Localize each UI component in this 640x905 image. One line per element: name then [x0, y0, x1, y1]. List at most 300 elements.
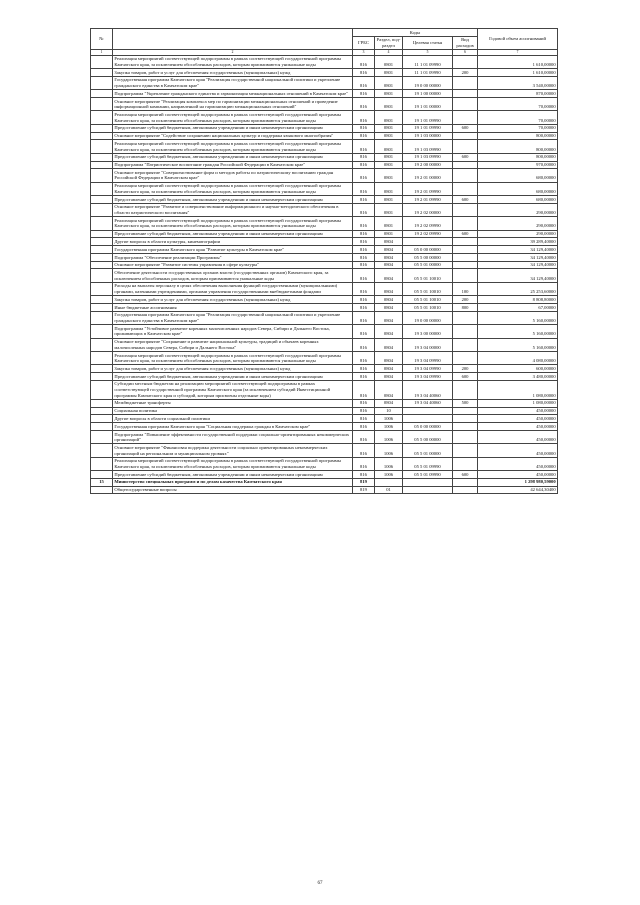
table-row: [91, 203, 558, 216]
row-grbs: 816: [353, 76, 375, 89]
row-section: [375, 478, 403, 486]
row-name: Основное мероприятие "Реализация комплекса мер по гармонизации межнациональных отношений и проведение информационной кампании, направленной на гармонизацию межнациональных отношений": [113, 98, 353, 111]
row-exptype: [453, 140, 478, 153]
row-target: 19 3 04 09990: [403, 365, 453, 373]
row-amount: 4 080,00000: [478, 351, 558, 364]
row-amount: 290,00000: [478, 203, 558, 216]
row-grbs: 816: [353, 338, 375, 351]
row-amount: 1 080,00000: [478, 399, 558, 407]
row-amount: 870,00000: [478, 90, 558, 98]
row-amount: 800,00000: [478, 153, 558, 161]
header-num: №: [91, 29, 113, 50]
row-section: 0804: [375, 365, 403, 373]
row-name: Государственная программа Камчатского края "Развитие культуры в Камчатском крае": [113, 246, 353, 254]
row-number: [91, 311, 113, 324]
row-section: 0801: [375, 230, 403, 238]
row-amount: 5 160,00000: [478, 311, 558, 324]
row-section: 0804: [375, 269, 403, 282]
row-number: [91, 261, 113, 269]
row-name: Подпрограмма "Патриотическое воспитание граждан Российской Федерации в Камчатском крае": [113, 161, 353, 169]
row-section: 0801: [375, 161, 403, 169]
row-number: [91, 407, 113, 415]
row-grbs: 816: [353, 55, 375, 68]
row-exptype: 800: [453, 304, 478, 312]
row-amount: 450,00000: [478, 423, 558, 431]
row-number: [91, 196, 113, 204]
table-row: [91, 238, 558, 246]
row-name: Расходы на выплаты персоналу в целях обеспечения выполнения функций государственными (муниципальными) органами, казенными учреждениями, органами управления государственными внебюджетными фондами: [113, 282, 353, 295]
row-grbs: 816: [353, 311, 375, 324]
row-target: 05 5 00 00000: [403, 430, 453, 443]
row-grbs: 816: [353, 415, 375, 423]
row-section: 0804: [375, 296, 403, 304]
row-section: 10: [375, 407, 403, 415]
row-grbs: 816: [353, 217, 375, 230]
row-name: Предоставление субсидий бюджетным, автономным учреждениям и иным некоммерческим организациям: [113, 230, 353, 238]
row-target: 11 1 01 09990: [403, 69, 453, 77]
table-row: [91, 423, 558, 431]
row-target: 19 2 02 00000: [403, 203, 453, 216]
row-number: [91, 69, 113, 77]
table-row: [91, 304, 558, 312]
table-row: [91, 486, 558, 494]
row-amount: 34 129,40000: [478, 269, 558, 282]
row-grbs: 816: [353, 471, 375, 479]
row-exptype: [453, 444, 478, 457]
row-name: Закупка товаров, работ и услуг для обеспечения государственных (муниципальных) нужд: [113, 296, 353, 304]
row-section: 0804: [375, 282, 403, 295]
table-row: [91, 380, 558, 399]
row-amount: 290,00000: [478, 230, 558, 238]
row-number: [91, 98, 113, 111]
table-row: [91, 373, 558, 381]
row-amount: 5 160,00000: [478, 325, 558, 338]
table-row: [91, 325, 558, 338]
row-section: 0801: [375, 132, 403, 140]
table-row: [91, 253, 558, 261]
row-section: 1006: [375, 444, 403, 457]
row-target: 19 2 01 00000: [403, 169, 453, 182]
row-number: [91, 304, 113, 312]
row-section: 0804: [375, 338, 403, 351]
row-name: Подпрограмма "Устойчивое развитие коренных малочисленных народов Севера, Сибири и Дальнего Востока, проживающих в Камчатском крае": [113, 325, 353, 338]
row-number: [91, 415, 113, 423]
row-section: 1006: [375, 457, 403, 470]
table-row: [91, 261, 558, 269]
row-grbs: 816: [353, 457, 375, 470]
row-grbs: 816: [353, 90, 375, 98]
table-row: [91, 407, 558, 415]
row-section: 0804: [375, 246, 403, 254]
row-number: [91, 457, 113, 470]
row-grbs: 816: [353, 69, 375, 77]
row-target: 19 2 02 09990: [403, 230, 453, 238]
table-row: [91, 246, 558, 254]
table-row: [91, 169, 558, 182]
row-grbs: 816: [353, 196, 375, 204]
row-section: 1006: [375, 415, 403, 423]
row-number: [91, 169, 113, 182]
row-grbs: 816: [353, 380, 375, 399]
row-number: [91, 380, 113, 399]
row-number: [91, 230, 113, 238]
row-exptype: [453, 457, 478, 470]
row-section: 0801: [375, 140, 403, 153]
row-amount: 680,00000: [478, 196, 558, 204]
row-exptype: 600: [453, 196, 478, 204]
row-exptype: [453, 111, 478, 124]
row-section: 1006: [375, 430, 403, 443]
row-amount: 8 808,80000: [478, 296, 558, 304]
row-exptype: [453, 351, 478, 364]
row-exptype: [453, 261, 478, 269]
row-exptype: 600: [453, 230, 478, 238]
table-row: [91, 76, 558, 89]
row-amount: 1 610,00000: [478, 55, 558, 68]
row-target: [403, 478, 453, 486]
row-section: 0801: [375, 98, 403, 111]
row-name: Закупка товаров, работ и услуг для обеспечения государственных (муниципальных) нужд: [113, 365, 353, 373]
row-grbs: 816: [353, 399, 375, 407]
row-grbs: 816: [353, 98, 375, 111]
row-grbs: 816: [353, 282, 375, 295]
row-name: Межбюджетные трансферты: [113, 399, 353, 407]
row-exptype: 600: [453, 373, 478, 381]
row-name: Основное мероприятие "Финансовая поддержка деятельности социально ориентированных некоммерческих организаций на региональном и муниципальном уровнях": [113, 444, 353, 457]
row-amount: 3 480,00000: [478, 373, 558, 381]
row-exptype: [453, 169, 478, 182]
table-row: [91, 124, 558, 132]
row-target: 19 1 01 00000: [403, 98, 453, 111]
row-exptype: [453, 486, 478, 494]
row-amount: 70,00000: [478, 98, 558, 111]
row-name: Подпрограмма "Обеспечение реализации Программы": [113, 253, 353, 261]
row-number: [91, 140, 113, 153]
row-number: [91, 246, 113, 254]
row-number: [91, 90, 113, 98]
table-row: [91, 478, 558, 486]
row-target: [403, 415, 453, 423]
row-amount: 800,00000: [478, 140, 558, 153]
column-index: 2: [113, 50, 353, 56]
row-target: 19 1 03 09990: [403, 140, 453, 153]
row-grbs: 816: [353, 423, 375, 431]
row-name: Государственная программа Камчатского края "Реализация государственной национальной политики и укрепление гражданского единства в Камчатском крае": [113, 76, 353, 89]
row-name: Предоставление субсидий бюджетным, автономным учреждениям и иным некоммерческим организациям: [113, 471, 353, 479]
row-name: Предоставление субсидий бюджетным, автономным учреждениям и иным некоммерческим организациям: [113, 196, 353, 204]
row-name: Общегосударственные вопросы: [113, 486, 353, 494]
row-number: [91, 253, 113, 261]
row-target: 05 5 01 10010: [403, 304, 453, 312]
column-index: 1: [91, 50, 113, 56]
header-section: Раздел, под-раздел: [375, 36, 403, 49]
row-target: 19 2 02 09990: [403, 217, 453, 230]
row-name: Предоставление субсидий бюджетным, автономным учреждениям и иным некоммерческим организациям: [113, 153, 353, 161]
row-target: 19 2 01 09990: [403, 182, 453, 195]
row-target: [403, 407, 453, 415]
row-section: 0804: [375, 238, 403, 246]
row-number: [91, 399, 113, 407]
row-target: 19 1 00 00000: [403, 90, 453, 98]
row-number: [91, 55, 113, 68]
row-target: 19 3 04 09990: [403, 351, 453, 364]
row-exptype: 200: [453, 365, 478, 373]
row-target: 19 3 04 09990: [403, 373, 453, 381]
row-target: 05 5 01 00000: [403, 261, 453, 269]
row-section: 0804: [375, 311, 403, 324]
row-exptype: [453, 98, 478, 111]
table-row: [91, 161, 558, 169]
row-amount: 34 129,40000: [478, 261, 558, 269]
row-name: Реализация мероприятий соответствующей подпрограммы в рамках соответствующей государственной программы Камчатского края, за исключением обособленных расходов, которым присваиваются уникальные коды: [113, 140, 353, 153]
row-number: [91, 132, 113, 140]
row-section: 0801: [375, 169, 403, 182]
row-section: 0804: [375, 351, 403, 364]
row-name: Основное мероприятие "Содействие сохранению национальных культур и поддержка языкового многообразия": [113, 132, 353, 140]
row-amount: 42 644,30400: [478, 486, 558, 494]
row-grbs: 816: [353, 444, 375, 457]
row-grbs: 816: [353, 230, 375, 238]
row-target: 19 3 04 00000: [403, 338, 453, 351]
row-target: 19 1 03 09990: [403, 153, 453, 161]
row-name: Реализация мероприятий соответствующей подпрограммы в рамках соответствующей государственной программы Камчатского края, за исключением обособленных расходов, которым присваиваются уникальные коды: [113, 457, 353, 470]
row-section: 0804: [375, 399, 403, 407]
row-section: 01: [375, 486, 403, 494]
row-number: [91, 76, 113, 89]
table-row: [91, 217, 558, 230]
row-number: [91, 203, 113, 216]
header-codes: Коды: [353, 29, 478, 37]
row-grbs: 816: [353, 373, 375, 381]
row-section: 1006: [375, 423, 403, 431]
row-grbs: 819: [353, 486, 375, 494]
row-number: [91, 111, 113, 124]
row-number: 15: [91, 478, 113, 486]
row-amount: 680,00000: [478, 169, 558, 182]
row-section: 0801: [375, 124, 403, 132]
row-number: [91, 486, 113, 494]
row-section: 0804: [375, 253, 403, 261]
row-target: 19 0 00 00000: [403, 76, 453, 89]
row-grbs: 816: [353, 169, 375, 182]
budget-table: [90, 28, 558, 494]
table-row: [91, 338, 558, 351]
table-row: [91, 351, 558, 364]
table-row: [91, 90, 558, 98]
row-section: 0801: [375, 90, 403, 98]
row-number: [91, 444, 113, 457]
table-row: [91, 182, 558, 195]
row-number: [91, 217, 113, 230]
table-row: [91, 269, 558, 282]
row-name: Подпрограмма "Укрепление гражданского единства и гармонизация межнациональных отношений в Камчатском крае": [113, 90, 353, 98]
table-row: [91, 311, 558, 324]
row-exptype: [453, 430, 478, 443]
row-name: Обеспечение деятельности государственных органов власти (государственных органов) Камчатского края, за исключением обособленных расходов, которым присваиваются уникальные коды: [113, 269, 353, 282]
row-target: 05 5 01 10010: [403, 282, 453, 295]
row-name: Иные бюджетные ассигнования: [113, 304, 353, 312]
row-exptype: 600: [453, 471, 478, 479]
row-section: 0801: [375, 217, 403, 230]
row-target: 19 3 00 00000: [403, 325, 453, 338]
row-target: 05 5 01 10010: [403, 269, 453, 282]
row-amount: 450,00000: [478, 430, 558, 443]
row-target: 19 3 04 40060: [403, 399, 453, 407]
row-section: 0804: [375, 325, 403, 338]
row-target: 05 5 01 09990: [403, 457, 453, 470]
row-exptype: [453, 161, 478, 169]
table-row: [91, 444, 558, 457]
table-row: [91, 55, 558, 68]
row-exptype: [453, 55, 478, 68]
row-grbs: 816: [353, 140, 375, 153]
row-amount: 70,00000: [478, 111, 558, 124]
row-amount: 1 298 980,59000: [478, 478, 558, 486]
row-grbs: 816: [353, 182, 375, 195]
row-grbs: 816: [353, 325, 375, 338]
row-name: Другие вопросы в области культуры, кинематографии: [113, 238, 353, 246]
row-amount: 290,00000: [478, 217, 558, 230]
row-number: [91, 282, 113, 295]
row-exptype: [453, 269, 478, 282]
row-target: 19 3 04 40060: [403, 380, 453, 399]
row-exptype: 600: [453, 124, 478, 132]
row-section: 1006: [375, 471, 403, 479]
row-section: 0804: [375, 373, 403, 381]
row-target: 05 5 01 09990: [403, 471, 453, 479]
row-number: [91, 365, 113, 373]
column-index: 7: [478, 50, 558, 56]
row-target: 19 0 00 00000: [403, 311, 453, 324]
row-amount: 1 080,00000: [478, 380, 558, 399]
row-exptype: [453, 182, 478, 195]
row-amount: 70,00000: [478, 124, 558, 132]
row-amount: 34 129,40000: [478, 246, 558, 254]
row-target: 19 1 03 00000: [403, 132, 453, 140]
table-row: [91, 399, 558, 407]
row-name: Основное мероприятие "Совершенствование форм и методов работы по патриотическому воспитанию граждан Российской Федерации в Камчатском крае": [113, 169, 353, 182]
row-section: 0801: [375, 153, 403, 161]
row-grbs: 816: [353, 161, 375, 169]
row-grbs: 816: [353, 407, 375, 415]
row-amount: 67,00000: [478, 304, 558, 312]
row-exptype: 600: [453, 153, 478, 161]
row-number: [91, 296, 113, 304]
row-target: [403, 486, 453, 494]
row-exptype: [453, 253, 478, 261]
row-section: 0804: [375, 380, 403, 399]
header-row-1: [91, 29, 558, 37]
row-section: 0801: [375, 111, 403, 124]
row-name: Государственная программа Камчатского края "Реализация государственной национальной политики и укрепление гражданского единства в Камчатском крае": [113, 311, 353, 324]
row-amount: 450,00000: [478, 457, 558, 470]
row-target: 11 1 01 09990: [403, 55, 453, 68]
row-exptype: [453, 132, 478, 140]
table-row: [91, 132, 558, 140]
row-exptype: [453, 217, 478, 230]
row-amount: 5 160,00000: [478, 338, 558, 351]
table-row: [91, 153, 558, 161]
row-amount: 450,00000: [478, 444, 558, 457]
row-number: [91, 153, 113, 161]
row-name: Основное мероприятие "Развитие системы управления в сфере культуры": [113, 261, 353, 269]
row-amount: 970,00000: [478, 161, 558, 169]
table-row: [91, 69, 558, 77]
row-section: 0801: [375, 69, 403, 77]
row-target: 05 5 01 00000: [403, 444, 453, 457]
row-amount: 25 253,60000: [478, 282, 558, 295]
table-row: [91, 282, 558, 295]
row-name: Реализация мероприятий соответствующей подпрограммы в рамках соответствующей государственной программы Камчатского края, за исключением обособленных расходов, которым присваиваются уникальные коды: [113, 351, 353, 364]
row-exptype: [453, 76, 478, 89]
row-target: 19 1 01 09990: [403, 111, 453, 124]
row-section: 0801: [375, 182, 403, 195]
row-grbs: 816: [353, 261, 375, 269]
row-amount: 450,00000: [478, 415, 558, 423]
column-index: 3: [353, 50, 375, 56]
row-exptype: [453, 423, 478, 431]
row-target: 19 2 01 09990: [403, 196, 453, 204]
row-name: Министерство специальных программ и по делам казачества Камчатского края: [113, 478, 353, 486]
row-section: 0801: [375, 203, 403, 216]
row-number: [91, 325, 113, 338]
table-row: [91, 457, 558, 470]
row-section: 0804: [375, 261, 403, 269]
table-row: [91, 98, 558, 111]
row-exptype: [453, 415, 478, 423]
row-name: Другие вопросы в области социальной политики: [113, 415, 353, 423]
row-number: [91, 338, 113, 351]
row-name: Подпрограмма "Повышение эффективности государственной поддержки социально-ориентированных некоммерческих организаций": [113, 430, 353, 443]
row-exptype: [453, 311, 478, 324]
header-exptype: Вид расходов: [453, 36, 478, 49]
row-name: Государственная программа Камчатского края "Социальная поддержка граждан в Камчатском крае": [113, 423, 353, 431]
column-index: 6: [453, 50, 478, 56]
row-number: [91, 161, 113, 169]
column-index: 4: [375, 50, 403, 56]
row-grbs: 816: [353, 132, 375, 140]
row-name: Предоставление субсидий бюджетным, автономным учреждениям и иным некоммерческим организациям: [113, 373, 353, 381]
document-page: [90, 28, 557, 494]
table-row: [91, 230, 558, 238]
row-grbs: 816: [353, 365, 375, 373]
row-grbs: 816: [353, 238, 375, 246]
column-index: 5: [403, 50, 453, 56]
table-row: [91, 140, 558, 153]
row-amount: 1 610,00000: [478, 69, 558, 77]
row-number: [91, 430, 113, 443]
table-row: [91, 415, 558, 423]
table-row: [91, 365, 558, 373]
row-target: 05 0 00 00000: [403, 423, 453, 431]
row-name: Реализация мероприятий соответствующей подпрограммы в рамках соответствующей государственной программы Камчатского края, за исключением обособленных расходов, которым присваиваются уникальные коды: [113, 111, 353, 124]
row-target: 19 2 00 00000: [403, 161, 453, 169]
row-number: [91, 373, 113, 381]
row-amount: 800,00000: [478, 132, 558, 140]
row-grbs: 816: [353, 351, 375, 364]
row-number: [91, 351, 113, 364]
row-exptype: [453, 380, 478, 399]
header-target: Целевая статья: [403, 36, 453, 49]
row-exptype: [453, 325, 478, 338]
row-section: 0804: [375, 304, 403, 312]
row-target: 05 5 01 10010: [403, 296, 453, 304]
row-exptype: [453, 238, 478, 246]
row-exptype: [453, 478, 478, 486]
row-number: [91, 269, 113, 282]
row-name: Реализация мероприятий соответствующей подпрограммы в рамках соответствующей государственной программы Камчатского края, за исключением обособленных расходов, которым присваиваются уникальные коды: [113, 182, 353, 195]
table-row: [91, 471, 558, 479]
